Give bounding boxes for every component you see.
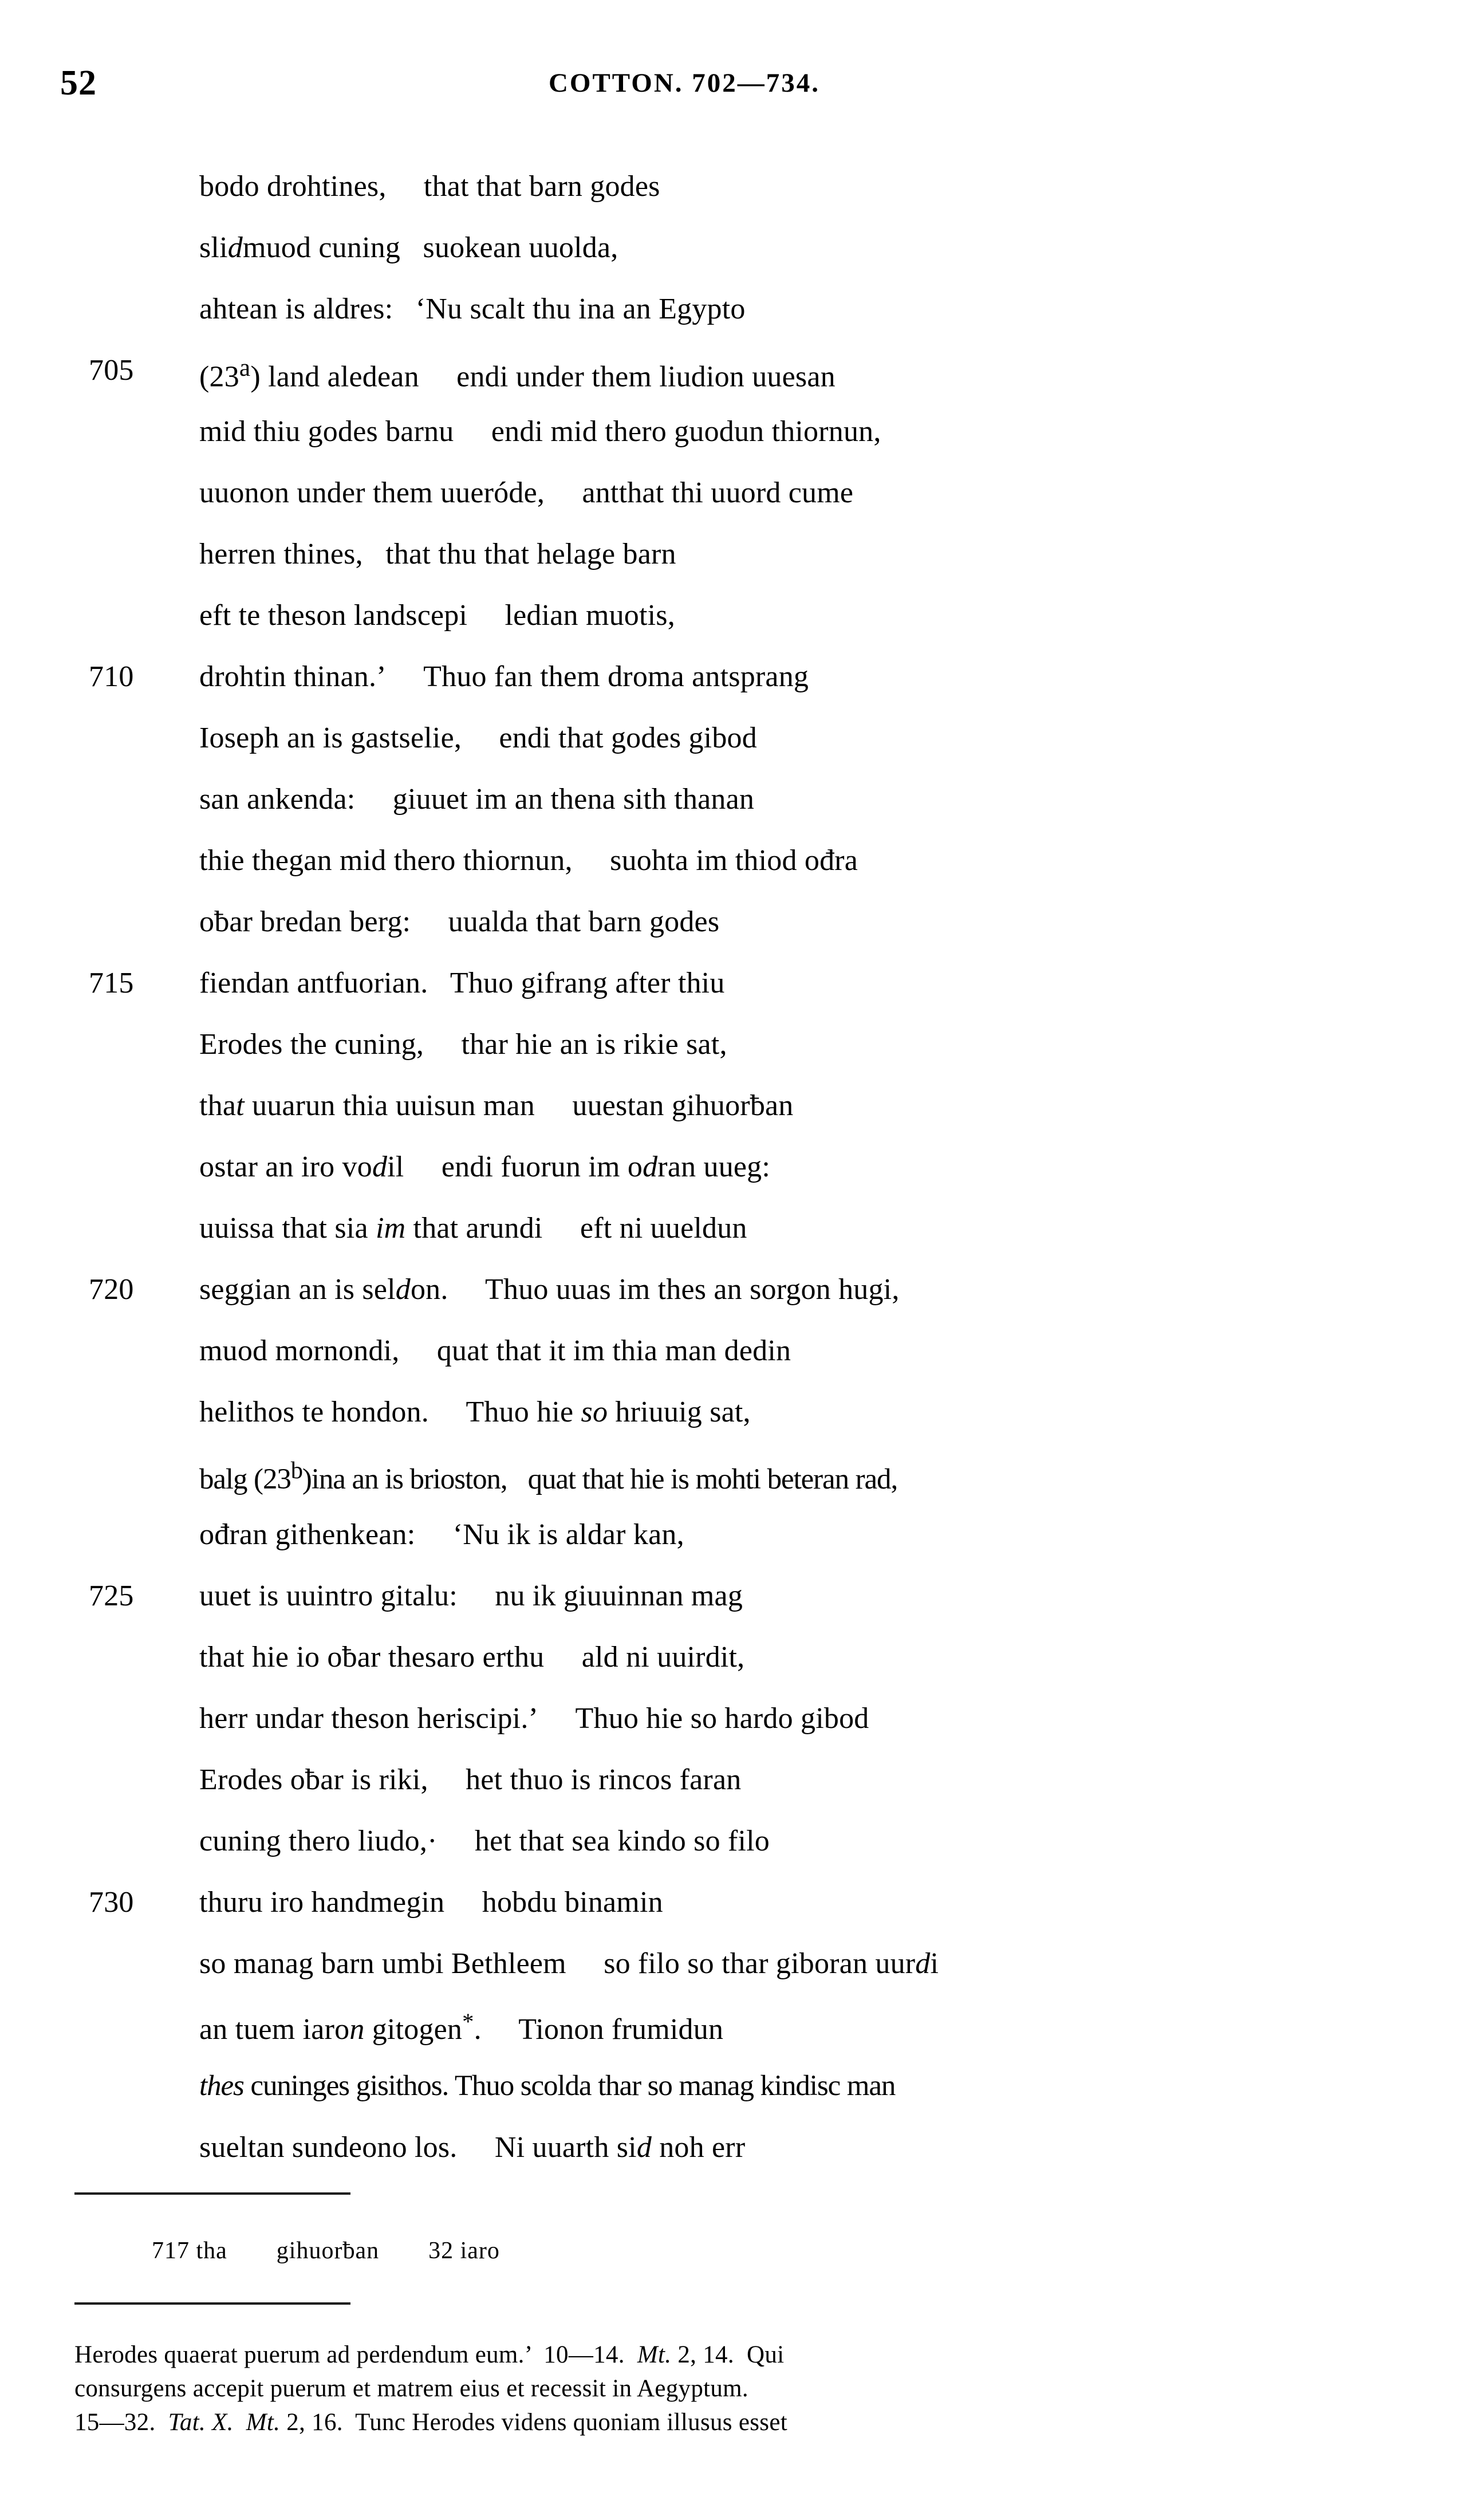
verse-line-number: 710: [89, 660, 134, 693]
verse-line: [0, 1518, 1466, 1579]
verse-line-text: Ioseph an is gastselie, endi that godes gibod: [199, 722, 757, 754]
verse-line: [0, 1334, 1466, 1395]
verse-line: [0, 844, 1466, 905]
verse-line-text: Erodes oƀar is riki, het thuo is rincos faran: [199, 1763, 742, 1796]
source-notes-block: [74, 2338, 1392, 2439]
verse-line-text: slidmuod cuning suokean uuolda,: [199, 231, 618, 264]
verse-line-text: an tuem iaron gitogen*. Tionon frumidun: [199, 2009, 724, 2046]
verse-line: [0, 1579, 1466, 1640]
verse-line: [0, 1763, 1466, 1824]
verse-line: [0, 782, 1466, 844]
apparatus-rule-bottom: [74, 2302, 350, 2305]
verse-line-text: eft te theson landscepi ledian muotis,: [199, 599, 675, 632]
verse-line: [0, 292, 1466, 353]
verse-line-text: thuru iro handmegin hobdu binamin: [199, 1886, 663, 1919]
verse-line: [0, 721, 1466, 782]
verse-line-text: ostar an iro vodil endi fuorun im odran uueg:: [199, 1151, 771, 1183]
verse-line: [0, 170, 1466, 231]
verse-line: [0, 1824, 1466, 1885]
verse-line-text: fiendan antfuorian. Thuo gifrang after thiu: [199, 967, 725, 999]
source-note-line: consurgens accepit puerum et matrem eius et recessit in Aegyptum.: [74, 2375, 748, 2402]
verse-line-number: 705: [89, 354, 134, 387]
verse-line: [0, 537, 1466, 598]
verse-line: [0, 2008, 1466, 2069]
verse-line: [0, 1211, 1466, 1273]
verse-line: [0, 1089, 1466, 1150]
verse-line: [0, 1885, 1466, 1947]
verse-line-text: uuonon under them uueróde, antthat thi uuord cume: [199, 477, 854, 509]
verse-line: [0, 1702, 1466, 1763]
verse-line-text: uuet is uuintro gitalu: nu ik giuuinnan mag: [199, 1580, 743, 1612]
verse-line-text: helithos te hondon. Thuo hie so hriuuig sat,: [199, 1396, 751, 1428]
verse-line-text: so manag barn umbi Bethleem so filo so thar giboran uurdi: [199, 1947, 939, 1980]
verse-line: [0, 905, 1466, 966]
running-head: [0, 63, 1466, 115]
verse-line-number: 730: [89, 1886, 134, 1919]
page-title: COTTON. 702—734.: [548, 68, 821, 98]
verse-line: [0, 1640, 1466, 1702]
verse-line-text: bodo drohtines, that that barn godes: [199, 170, 660, 203]
verse-line: [0, 476, 1466, 537]
verse-line: [0, 598, 1466, 660]
verse-line-number: 720: [89, 1273, 134, 1306]
source-note-line: Herodes quaerat puerum ad perdendum eum.’ 10—14. Mt. 2, 14. Qui: [74, 2341, 785, 2368]
verse-line: [0, 2069, 1466, 2131]
verse-line-text: drohtin thinan.’ Thuo fan them droma antsprang: [199, 660, 809, 693]
verse-line-text: that hie io oƀar thesaro erthu ald ni uuirdit,: [199, 1641, 745, 1674]
verse-block: [0, 170, 1466, 2192]
verse-line-text: thes cuninges gisithos. Thuo scolda thar so manag kindisc man: [199, 2070, 896, 2102]
verse-line: [0, 1947, 1466, 2008]
verse-line-text: herr undar theson heriscipi.’ Thuo hie so hardo gibod: [199, 1702, 869, 1735]
apparatus-line: 717 tha gihuorƀan 32 iaro: [152, 2238, 500, 2264]
verse-line: [0, 1273, 1466, 1334]
verse-line: [0, 1027, 1466, 1089]
verse-line-text: mid thiu godes barnu endi mid thero guodun thiornun,: [199, 415, 881, 448]
verse-line-text: seggian an is seldon. Thuo uuas im thes an sorgon hugi,: [199, 1273, 900, 1306]
verse-line-text: oƀar bredan berg: uualda that barn godes: [199, 905, 720, 938]
verse-line-text: ahtean is aldres: ‘Nu scalt thu ina an Egypto: [199, 293, 746, 325]
verse-line-number: 715: [89, 967, 134, 999]
verse-line-text: sueltan sundeono los. Ni uuarth sid noh err: [199, 2131, 746, 2164]
verse-line: [0, 2131, 1466, 2192]
verse-line-text: san ankenda: giuuet im an thena sith thanan: [199, 783, 755, 816]
verse-line-text: (23$^a$) land aledean endi under them liudion uuesan: [199, 354, 836, 393]
verse-line-text: ođran githenkean: ‘Nu ik is aldar kan,: [199, 1518, 684, 1551]
verse-line-text: that uuarun thia uuisun man uuestan gihuorƀan: [199, 1089, 794, 1122]
verse-line: [0, 1395, 1466, 1456]
verse-line: [0, 353, 1466, 415]
verse-line-text: balg (23$^b$)ina an is brioston, quat that hie is mohti beteran rad,: [199, 1457, 898, 1495]
source-note-line: 15—32. Tat. X. Mt. 2, 16. Tunc Herodes videns quoniam illusus esset: [74, 2409, 787, 2436]
verse-line-text: Erodes the cuning, thar hie an is rikie sat,: [199, 1028, 727, 1061]
verse-line: [0, 1456, 1466, 1518]
verse-line-number: 725: [89, 1580, 134, 1612]
verse-line-text: uuissa that sia im that arundi eft ni uueldun: [199, 1212, 747, 1245]
verse-line: [0, 660, 1466, 721]
verse-line: [0, 415, 1466, 476]
apparatus-rule-top: [74, 2192, 350, 2195]
verse-line: [0, 1150, 1466, 1211]
verse-line: [0, 231, 1466, 292]
verse-line-text: cuning thero liudo,· het that sea kindo so filo: [199, 1825, 770, 1857]
verse-line-text: herren thines, that thu that helage barn: [199, 538, 676, 570]
verse-line-text: muod mornondi, quat that it im thia man dedin: [199, 1334, 791, 1367]
page-number: 52: [60, 64, 97, 103]
verse-line-text: thie thegan mid thero thiornun, suohta im thiod ođra: [199, 844, 858, 877]
verse-line: [0, 966, 1466, 1027]
